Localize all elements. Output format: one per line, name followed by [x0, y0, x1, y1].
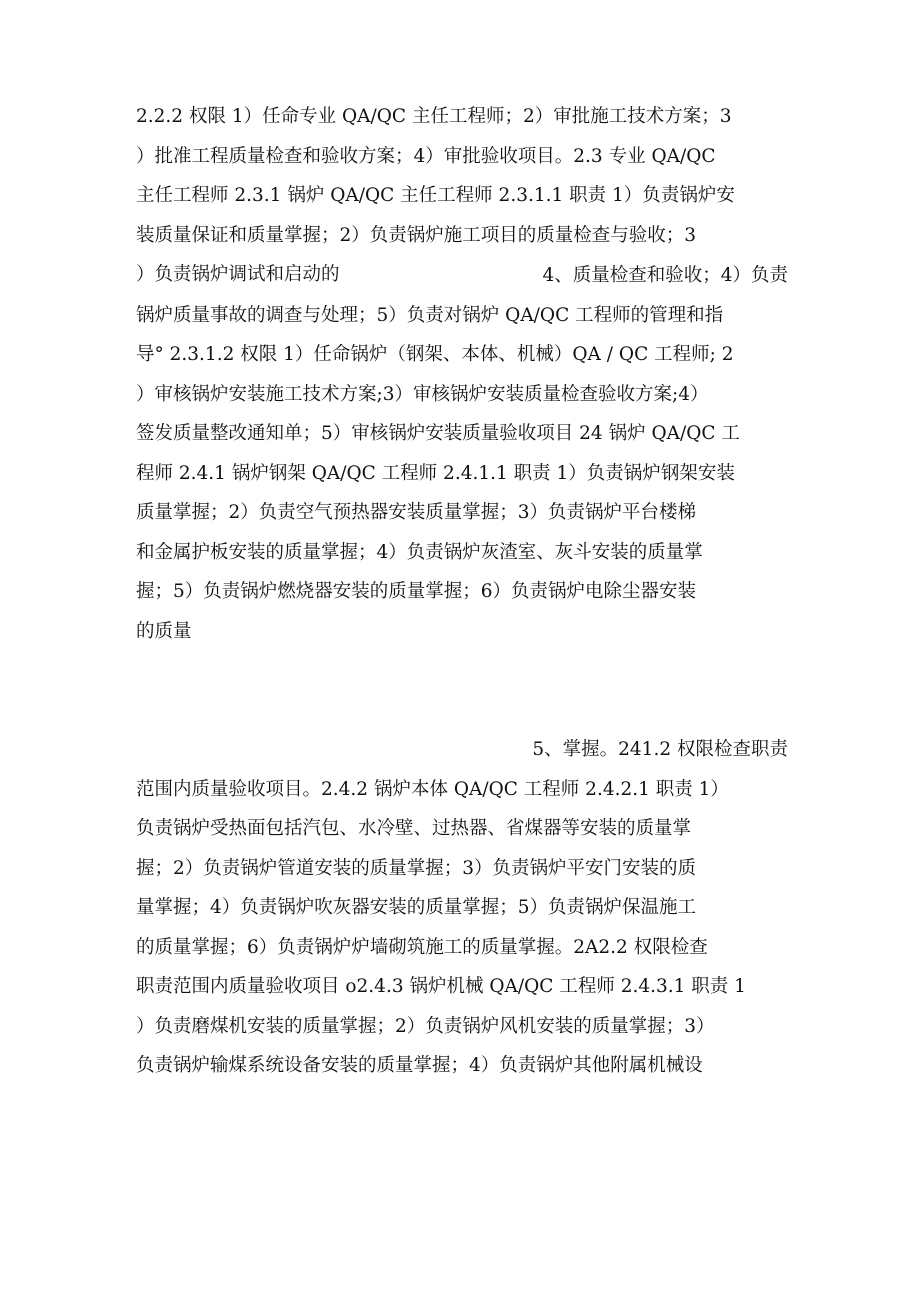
text-line: 程师 2.4.1 锅炉钢架 QA/QC 工程师 2.4.1.1 职责 1）负责锅炉钢架安装	[136, 462, 735, 484]
paragraph-2	[136, 256, 788, 651]
paragraph-3	[136, 730, 788, 1086]
text-line: 握；2）负责锅炉管道安装的质量掌握；3）负责锅炉平安门安装的质	[136, 857, 697, 879]
text-line: 负责锅炉输煤系统设备安装的质量掌握；4）负责锅炉其他附属机械设	[136, 1055, 703, 1076]
text-line: ）负责锅炉调试和启动的	[136, 264, 340, 285]
text-line: ）审核锅炉安装施工技术方案;3）审核锅炉安装质量检查验收方案;4）	[136, 383, 709, 405]
text-line: 锅炉质量事故的调查与处理；5）负责对锅炉 QA/QC 工程师的管理和指	[136, 304, 724, 326]
text-line: 握；5）负责锅炉燃烧器安装的质量掌握；6）负责锅炉电除尘器安装	[136, 581, 697, 602]
section-heading-line: 4、质量检查和验收；4）负责	[542, 265, 788, 286]
text-line: 量掌握；4）负责锅炉吹灰器安装的质量掌握；5）负责锅炉保温施工	[136, 897, 697, 918]
text-line: ）负责磨煤机安装的质量掌握；2）负责锅炉风机安装的质量掌握；3）	[136, 1015, 715, 1037]
text-line: 质量掌握；2）负责空气预热器安装质量掌握；3）负责锅炉平台楼梯	[136, 502, 697, 523]
text-line: 2.2.2 权限 1）任命专业 QA/QC 主任工程师；2）审批施工技术方案；3	[136, 106, 732, 127]
text-line: 主任工程师 2.3.1 锅炉 QA/QC 主任工程师 2.3.1.1 职责 1）负责锅炉安	[136, 185, 735, 206]
text-line: 负责锅炉受热面包括汽包、水冷壁、过热器、省煤器等安装的质量掌	[136, 818, 692, 839]
section-heading-line: 5、掌握。241.2 权限检查职责	[532, 739, 788, 760]
text-line: 导° 2.3.1.2 权限 1）任命锅炉（钢架、本体、机械）QA / QC 工程师; 2	[136, 344, 734, 365]
text-line: ）批准工程质量检查和验收方案；4）审批验收项目。2.3 专业 QA/QC	[136, 145, 716, 167]
text-line: 签发质量整改通知单；5）审核锅炉安装质量验收项目 24 锅炉 QA/QC 工	[136, 423, 740, 444]
text-line: 职责范围内质量验收项目 o2.4.3 锅炉机械 QA/QC 工程师 2.4.3.1 职责 1	[136, 976, 746, 997]
text-line: 范围内质量验收项目。2.4.2 锅炉本体 QA/QC 工程师 2.4.2.1 职责 1）	[136, 778, 729, 800]
text-line: 和金属护板安装的质量掌握；4）负责锅炉灰渣室、灰斗安装的质量掌	[136, 541, 703, 563]
text-line: 的质量掌握；6）负责锅炉炉墙砌筑施工的质量掌握。2A2.2 权限检查	[136, 936, 708, 958]
text-line: 的质量	[136, 620, 192, 642]
text-line: 装质量保证和质量掌握；2）负责锅炉施工项目的质量检查与验收；3	[136, 224, 697, 246]
